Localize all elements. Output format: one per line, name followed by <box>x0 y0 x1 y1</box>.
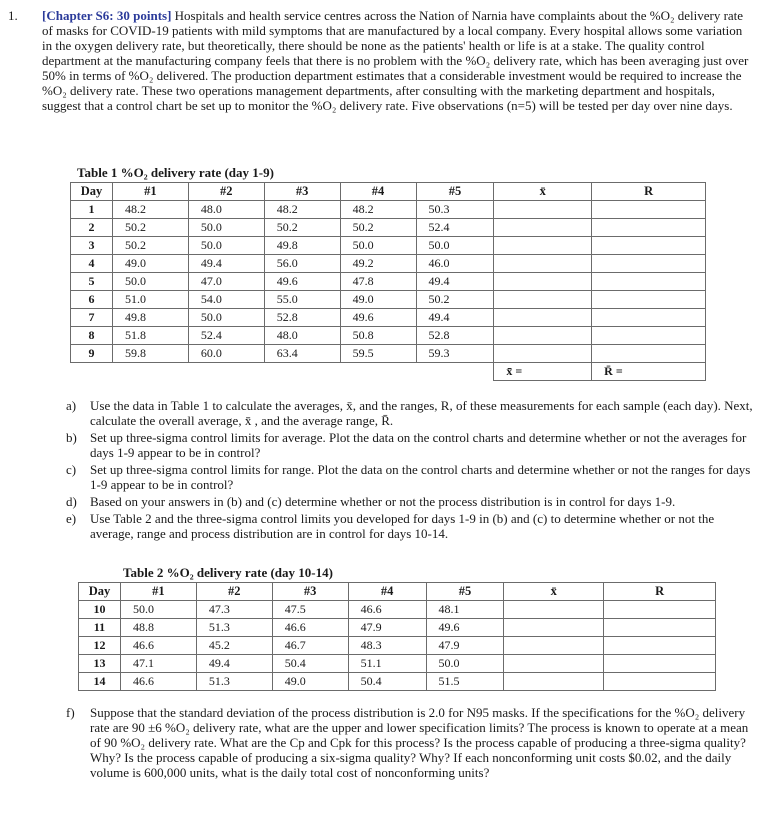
value-cell: 50.4 <box>272 655 348 673</box>
column-header: R <box>592 183 706 201</box>
empty-cell <box>71 363 113 381</box>
value-cell: 51.3 <box>196 619 272 637</box>
value-cell: 49.4 <box>188 255 264 273</box>
empty-cell <box>264 363 340 381</box>
value-cell: 50.0 <box>120 601 196 619</box>
value-cell: 48.0 <box>264 327 340 345</box>
questions-a-e <box>66 398 756 543</box>
question-f <box>66 705 756 782</box>
value-cell: 50.0 <box>188 309 264 327</box>
value-cell: 50.0 <box>340 237 416 255</box>
day-cell: 2 <box>71 219 113 237</box>
value-cell: 49.0 <box>112 255 188 273</box>
question-label: e) <box>66 511 77 526</box>
xbar-cell <box>494 273 592 291</box>
day-cell: 4 <box>71 255 113 273</box>
column-header: #3 <box>272 583 348 601</box>
table-row <box>71 273 706 291</box>
value-cell: 50.2 <box>264 219 340 237</box>
range-cell <box>592 219 706 237</box>
question-label: a) <box>66 398 77 413</box>
value-cell: 48.2 <box>112 201 188 219</box>
column-header: #1 <box>112 183 188 201</box>
column-header: Day <box>71 183 113 201</box>
column-header: #3 <box>264 183 340 201</box>
day-cell: 8 <box>71 327 113 345</box>
value-cell: 48.8 <box>120 619 196 637</box>
column-header: #2 <box>196 583 272 601</box>
header-row <box>79 583 716 601</box>
column-header: Day <box>79 583 121 601</box>
xbar-cell <box>494 237 592 255</box>
overall-average-cell: x̄̄ = <box>494 363 592 381</box>
value-cell: 46.6 <box>120 637 196 655</box>
value-cell: 46.6 <box>120 673 196 691</box>
range-cell <box>604 601 716 619</box>
question-item <box>66 494 756 509</box>
value-cell: 47.1 <box>120 655 196 673</box>
column-header: #5 <box>416 183 494 201</box>
table-row <box>71 237 706 255</box>
value-cell: 48.0 <box>188 201 264 219</box>
xbar-cell <box>494 201 592 219</box>
xbar-cell <box>504 637 604 655</box>
value-cell: 49.6 <box>426 619 504 637</box>
value-cell: 49.0 <box>272 673 348 691</box>
table2-caption: Table 2 %O₂ delivery rate (day 10-14) <box>123 565 333 580</box>
table-row <box>79 655 716 673</box>
value-cell: 49.4 <box>416 273 494 291</box>
table-row <box>71 255 706 273</box>
value-cell: 47.0 <box>188 273 264 291</box>
table-row <box>79 619 716 637</box>
value-cell: 50.0 <box>416 237 494 255</box>
value-cell: 49.4 <box>416 309 494 327</box>
value-cell: 52.8 <box>416 327 494 345</box>
question-text: Set up three-sigma control limits for range. Plot the data on the control charts and determine whether or not the ranges for days 1-9 appear to be in control? <box>90 462 751 492</box>
xbar-cell <box>504 601 604 619</box>
table-row <box>71 291 706 309</box>
question-intro <box>42 8 754 113</box>
intro-text: Hospitals and health service centres across the Nation of Narnia have complaints about the %O₂ delivery rate of masks for COVID-19 patients with mild symptoms that are manufactured by a local company. Every hospital allows some variation in the oxygen delivery rate, but theoretically, there should be none as the patients' health or life is at a stake. The quality control department at the manufacturing company feels that there is no problem with the %O₂ delivery rate, which has been averaging just over 50% in terms of %O₂ delivered. The production department estimates that a considerable investment would be required to increase the %O₂ delivery rate. These two operations management departments, after consulting with the marketing department and hospitals, suggest that a control chart be set up to monitor the %O₂ delivery rate. Five observations (n=5) will be tested per day over nine days. <box>42 8 749 113</box>
range-cell <box>592 255 706 273</box>
day-cell: 9 <box>71 345 113 363</box>
range-cell <box>592 237 706 255</box>
range-cell <box>592 201 706 219</box>
question-item <box>66 462 756 492</box>
value-cell: 51.8 <box>112 327 188 345</box>
value-cell: 47.8 <box>340 273 416 291</box>
range-cell <box>592 309 706 327</box>
xbar-cell <box>494 309 592 327</box>
table1 <box>70 182 706 381</box>
value-cell: 59.3 <box>416 345 494 363</box>
column-header: #2 <box>188 183 264 201</box>
value-cell: 54.0 <box>188 291 264 309</box>
value-cell: 49.4 <box>196 655 272 673</box>
value-cell: 50.3 <box>416 201 494 219</box>
value-cell: 47.9 <box>426 637 504 655</box>
value-cell: 50.0 <box>188 219 264 237</box>
day-cell: 1 <box>71 201 113 219</box>
range-cell <box>604 655 716 673</box>
question-text: Set up three-sigma control limits for average. Plot the data on the control charts and determine whether or not the averages for days 1-9 appear to be in control? <box>90 430 747 460</box>
range-cell <box>604 673 716 691</box>
value-cell: 49.8 <box>264 237 340 255</box>
table-row <box>79 637 716 655</box>
value-cell: 49.8 <box>112 309 188 327</box>
value-cell: 49.6 <box>340 309 416 327</box>
column-header: x̄ <box>504 583 604 601</box>
range-cell <box>592 273 706 291</box>
value-cell: 49.0 <box>340 291 416 309</box>
xbar-cell <box>494 219 592 237</box>
range-cell <box>604 637 716 655</box>
value-cell: 50.8 <box>340 327 416 345</box>
day-cell: 14 <box>79 673 121 691</box>
question-label: b) <box>66 430 77 445</box>
xbar-cell <box>494 255 592 273</box>
value-cell: 48.2 <box>340 201 416 219</box>
question-item <box>66 511 756 541</box>
value-cell: 51.1 <box>348 655 426 673</box>
value-cell: 49.6 <box>264 273 340 291</box>
value-cell: 50.2 <box>340 219 416 237</box>
chapter-tag: [Chapter S6: 30 points] <box>42 8 172 23</box>
value-cell: 48.1 <box>426 601 504 619</box>
value-cell: 56.0 <box>264 255 340 273</box>
xbar-cell <box>504 619 604 637</box>
question-text: Use Table 2 and the three-sigma control limits you developed for days 1-9 in (b) and (c) to determine whether or not the average, range and process distribution are in control for days 10-14. <box>90 511 715 541</box>
column-header: #1 <box>120 583 196 601</box>
value-cell: 46.6 <box>272 619 348 637</box>
value-cell: 49.2 <box>340 255 416 273</box>
range-cell <box>592 291 706 309</box>
day-cell: 7 <box>71 309 113 327</box>
value-cell: 50.0 <box>112 273 188 291</box>
empty-cell <box>416 363 494 381</box>
value-cell: 47.5 <box>272 601 348 619</box>
xbar-cell <box>494 327 592 345</box>
empty-cell <box>340 363 416 381</box>
value-cell: 50.2 <box>112 237 188 255</box>
column-header: #5 <box>426 583 504 601</box>
question-number: 1. <box>8 8 18 23</box>
xbar-cell <box>494 291 592 309</box>
value-cell: 48.3 <box>348 637 426 655</box>
value-cell: 46.0 <box>416 255 494 273</box>
day-cell: 12 <box>79 637 121 655</box>
question-label: d) <box>66 494 77 509</box>
table-row <box>71 345 706 363</box>
day-cell: 11 <box>79 619 121 637</box>
day-cell: 6 <box>71 291 113 309</box>
column-header: x̄ <box>494 183 592 201</box>
value-cell: 46.7 <box>272 637 348 655</box>
average-range-cell: R̄ = <box>592 363 706 381</box>
value-cell: 47.9 <box>348 619 426 637</box>
header-row <box>71 183 706 201</box>
value-cell: 63.4 <box>264 345 340 363</box>
range-cell <box>592 345 706 363</box>
table-row <box>79 601 716 619</box>
question-item <box>66 430 756 460</box>
value-cell: 47.3 <box>196 601 272 619</box>
value-cell: 50.0 <box>426 655 504 673</box>
empty-cell <box>112 363 188 381</box>
table-row <box>71 201 706 219</box>
value-cell: 50.2 <box>112 219 188 237</box>
day-cell: 10 <box>79 601 121 619</box>
value-cell: 50.0 <box>188 237 264 255</box>
xbar-cell <box>504 673 604 691</box>
value-cell: 45.2 <box>196 637 272 655</box>
value-cell: 50.4 <box>348 673 426 691</box>
value-cell: 59.8 <box>112 345 188 363</box>
day-cell: 13 <box>79 655 121 673</box>
table-row <box>71 219 706 237</box>
range-cell <box>604 619 716 637</box>
value-cell: 55.0 <box>264 291 340 309</box>
question-label: c) <box>66 462 77 477</box>
footer-row <box>71 363 706 381</box>
value-cell: 46.6 <box>348 601 426 619</box>
value-cell: 51.5 <box>426 673 504 691</box>
column-header: R <box>604 583 716 601</box>
value-cell: 48.2 <box>264 201 340 219</box>
value-cell: 52.4 <box>188 327 264 345</box>
value-cell: 50.2 <box>416 291 494 309</box>
column-header: #4 <box>340 183 416 201</box>
table-row <box>79 673 716 691</box>
question-text: Based on your answers in (b) and (c) determine whether or not the process distribution is in control for days 1-9. <box>90 494 676 509</box>
xbar-cell <box>504 655 604 673</box>
table2 <box>78 582 716 691</box>
value-cell: 59.5 <box>340 345 416 363</box>
value-cell: 60.0 <box>188 345 264 363</box>
table-row <box>71 309 706 327</box>
question-text: Use the data in Table 1 to calculate the averages, x̄, and the ranges, R, of these measurements for each sample (each day). Next, calculate the overall average, x̄̄ , and the average range, R̄. <box>90 398 753 428</box>
value-cell: 51.0 <box>112 291 188 309</box>
day-cell: 5 <box>71 273 113 291</box>
xbar-cell <box>494 345 592 363</box>
question-f-text: Suppose that the standard deviation of the process distribution is 2.0 for N95 masks. If the specifications for the %O₂ delivery rate are 90 ±6 %O₂ delivery rate, what are the upper and lower specification limits? The process is known to operate at a mean of 90 %O₂ delivery rate. What are the Cp and Cpk for this process? Is the process capable of producing a three-sigma quality? Why? Is the process capable of producing a six-sigma quality? Why? If each nonconforming unit costs $0.02, and the daily volume is 600,000 units, what is the daily total cost of nonconforming units? <box>90 705 749 780</box>
table-row <box>71 327 706 345</box>
value-cell: 52.4 <box>416 219 494 237</box>
empty-cell <box>188 363 264 381</box>
range-cell <box>592 327 706 345</box>
table1-caption: Table 1 %O₂ delivery rate (day 1-9) <box>77 165 274 180</box>
question-f-label: f) <box>66 705 75 720</box>
column-header: #4 <box>348 583 426 601</box>
question-item <box>66 398 756 428</box>
value-cell: 51.3 <box>196 673 272 691</box>
day-cell: 3 <box>71 237 113 255</box>
value-cell: 52.8 <box>264 309 340 327</box>
